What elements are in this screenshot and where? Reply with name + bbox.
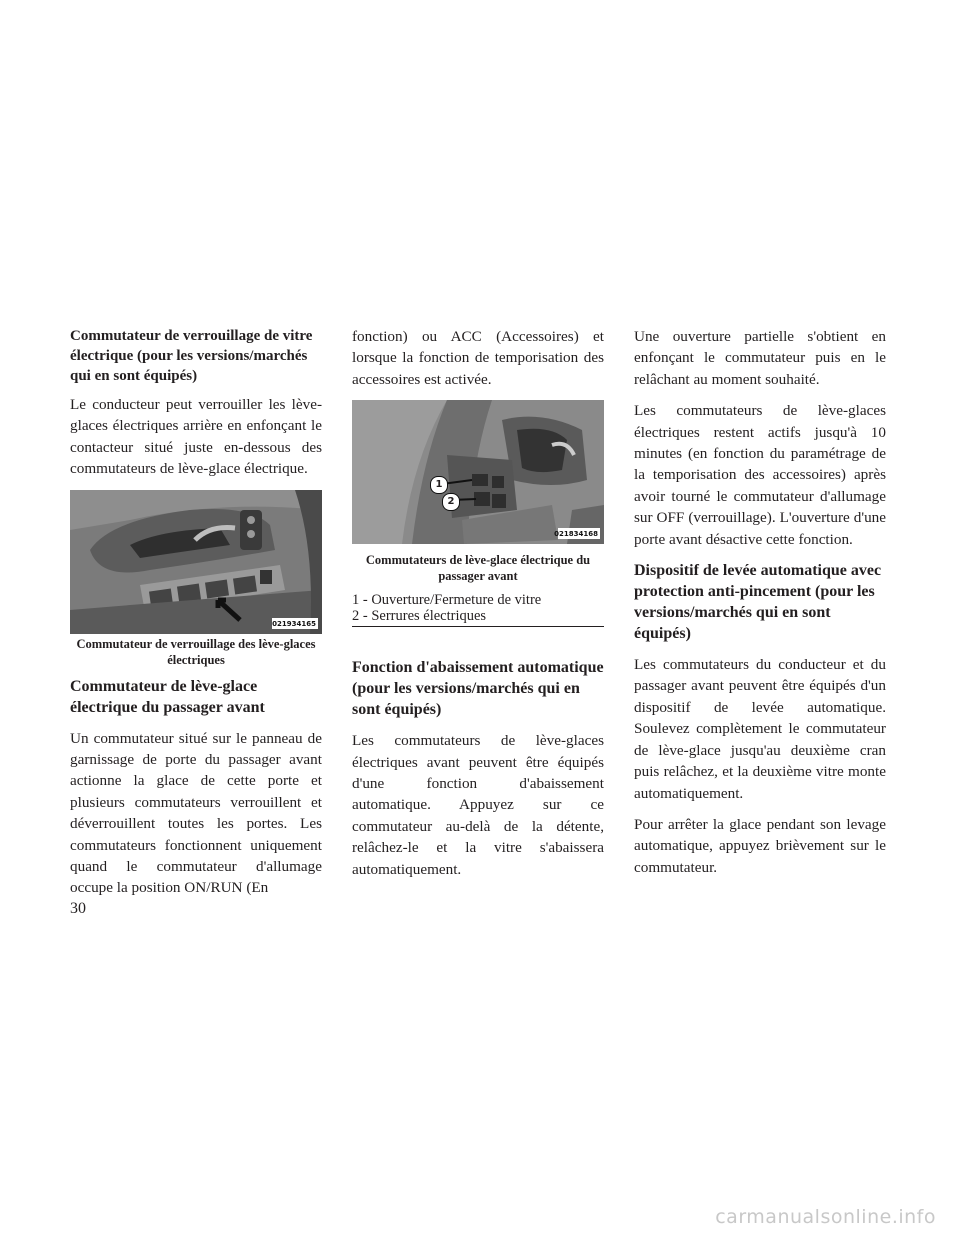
legend-item-1: 1 - Ouverture/Fermeture de vitre [352, 592, 542, 609]
heading-auto-down: Fonction d'abaissement automatique (pour les versions/marchés qui en sont équipés) [352, 659, 604, 719]
column-middle [352, 326, 604, 880]
figure-code: 021934165 [272, 619, 316, 628]
passenger-door-illustration [352, 400, 604, 544]
heading-auto-up: Dispositif de levée automatique avec protection anti-pincement (pour les versions/marchés qui en sont équipés) [634, 562, 882, 643]
paragraph-auto-up: Les commutateurs du conducteur et du passager avant peuvent être équipés d'un dispositif de levée automatique. Soulevez complètement le commutateur de lève-glace jusqu'au deuxième cran puis relâchez, et la deuxième vitre monte automatiquement. [634, 656, 886, 802]
callout-1: 1 [430, 476, 448, 494]
paragraph-window-lock: Le conducteur peut verrouiller les lève-glaces électriques arrière en enfonçant le contacteur situé juste en-dessous des commutateurs de lève-glace électrique. [70, 396, 322, 478]
paragraph-stop-glass: Pour arrêter la glace pendant son levage automatique, appuyez brièvement sur le commutateur. [634, 815, 886, 876]
heading-window-lock-switch: Commutateur de verrouillage de vitre électrique (pour les versions/marchés qui en sont équipés) [70, 328, 313, 384]
paragraph-auto-down: Les commutateurs de lève-glaces électriques avant peuvent être équipés d'une fonction d'abaissement automatique. Appuyez sur ce commutateur au-delà de la détente, relâchez-le et la vitre s'abaissera automatiquement. [352, 732, 604, 878]
figure-passenger-switches [352, 400, 604, 544]
column-right [634, 326, 886, 878]
page-number: 30 [70, 900, 86, 917]
heading-passenger-switch: Commutateur de lève-glace électrique du passager avant [70, 677, 265, 716]
door-panel-illustration [70, 490, 322, 634]
figure-code: 021834168 [554, 530, 598, 539]
callout-2: 2 [442, 493, 460, 511]
figure-legend [352, 592, 604, 627]
paragraph-continued: fonction) ou ACC (Accessoires) et lorsque la fonction de temporisation des accessoires est activée. [352, 328, 604, 388]
watermark: carmanualsonline.info [715, 1206, 936, 1228]
figure-window-lock-switch [70, 490, 322, 634]
paragraph-partial-opening: Une ouverture partielle s'obtient en enfonçant le commutateur puis en le relâchant au moment souhaité. [634, 328, 886, 388]
figure-caption: Commutateurs de lève-glace électrique du passager avant [365, 553, 591, 584]
column-left [70, 326, 322, 899]
paragraph-switches-active: Les commutateurs de lève-glaces électriques restent actifs jusqu'à 10 minutes (en fonction du paramétrage de la temporisation des accessoires) après avoir tourné le commutateur d'allumage sur OFF (verrouillage). L'ouverture d'une porte avant désactive cette fonction. [634, 402, 886, 548]
figure-caption: Commutateur de verrouillage des lève-glaces électriques [76, 636, 316, 667]
legend-item-2: 2 - Serrures électriques [352, 608, 487, 625]
paragraph-passenger-switch: Un commutateur situé sur le panneau de garnissage de porte du passager avant actionne la glace de cette porte et plusieurs commutateurs verrouillent et déverrouillent toutes les portes. Les commutateurs fonctionnent uniquement quand le commutateur d'allumage occupe la position ON/RUN (En [70, 729, 322, 897]
